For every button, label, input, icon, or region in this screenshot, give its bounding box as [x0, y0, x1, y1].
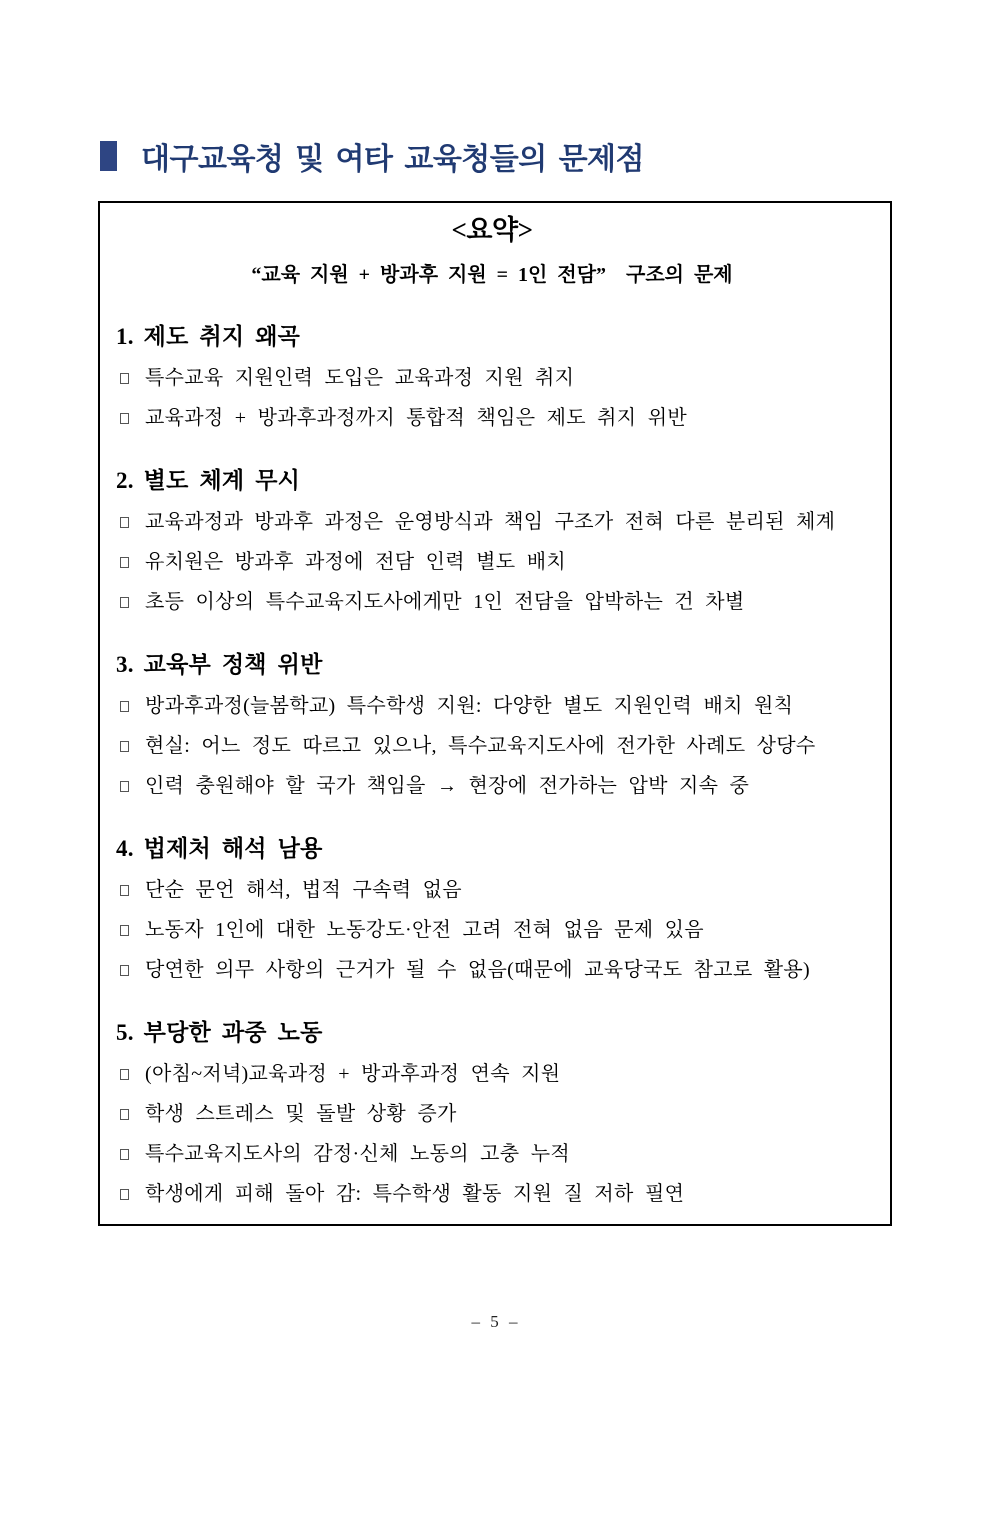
list-item: [116, 773, 868, 800]
list-item: [116, 1101, 868, 1128]
square-bullet-icon: [120, 925, 129, 936]
list-item-text: 현실: 어느 정도 따르고 있으나, 특수교육지도사에 전가한 사례도 상당수: [145, 735, 816, 757]
square-bullet-icon: [120, 741, 129, 752]
list-item: [116, 917, 868, 944]
list-item-text: 학생 스트레스 및 돌발 상황 증가: [145, 1103, 457, 1125]
section-title: 교육부 정책 위반: [143, 652, 323, 677]
list-item-text: 당연한 의무 사항의 근거가 될 수 없음(때문에 교육당국도 참고로 활용): [145, 959, 810, 981]
document-page: [0, 134, 992, 1537]
square-bullet-icon: [120, 517, 129, 528]
section-5: [116, 1017, 868, 1208]
section-number: 3.: [116, 652, 134, 677]
list-item: [116, 1181, 868, 1208]
square-bullet-icon: [120, 1069, 129, 1080]
section-2: [116, 465, 868, 616]
square-bullet-icon: [120, 597, 129, 608]
list-item-text: 학생에게 피해 돌아 감: 특수학생 활동 지원 질 저하 필연: [145, 1183, 685, 1205]
square-bullet-icon: [120, 373, 129, 384]
square-bullet-icon: [120, 1149, 129, 1160]
square-bullet-icon: [120, 1189, 129, 1200]
list-item: [116, 1141, 868, 1168]
list-item: [116, 877, 868, 904]
page-title: 대구교육청 및 여타 교육청들의 문제점: [141, 143, 645, 176]
list-item-text: 특수교육 지원인력 도입은 교육과정 지원 취지: [145, 367, 575, 389]
section-3: [116, 649, 868, 800]
section-title-row: [100, 134, 992, 178]
summary-subtitle: “교육 지원 + 방과후 지원 = 1인 전담” 구조의 문제: [251, 264, 733, 286]
list-item: [116, 509, 868, 536]
section-title: 별도 체계 무시: [143, 468, 301, 493]
list-item-text: 노동자 1인에 대한 노동강도·안전 고려 전혀 없음 문제 있음: [145, 919, 704, 941]
summary-heading: <요약>: [451, 215, 533, 245]
section-title: 부당한 과중 노동: [143, 1020, 323, 1045]
list-item-text: 교육과정 + 방과후과정까지 통합적 책임은 제도 취지 위반: [145, 407, 687, 429]
list-item: [116, 589, 868, 616]
list-item: [116, 365, 868, 392]
list-item-text: 인력 충원해야 할 국가 책임을 → 현장에 전가하는 압박 지속 중: [145, 775, 750, 797]
list-item: [116, 957, 868, 984]
list-item: [116, 1061, 868, 1088]
square-bullet-icon: [120, 965, 129, 976]
list-item: [116, 693, 868, 720]
list-item-text: 유치원은 방과후 과정에 전담 인력 별도 배치: [145, 551, 566, 573]
list-item-text: 단순 문언 해석, 법적 구속력 없음: [145, 879, 462, 901]
section-heading: [116, 1017, 868, 1048]
section-4: [116, 833, 868, 984]
list-item: [116, 405, 868, 432]
page-number: – 5 –: [471, 1312, 521, 1331]
section-heading: [116, 649, 868, 680]
section-number: 5.: [116, 1020, 134, 1045]
list-item-text: 교육과정과 방과후 과정은 운영방식과 책임 구조가 전혀 다른 분리된 체계: [145, 511, 836, 533]
square-bullet-icon: [120, 781, 129, 792]
section-number: 1.: [116, 324, 134, 349]
list-item-text: 특수교육지도사의 감정·신체 노동의 고충 누적: [145, 1143, 570, 1165]
section-heading: [116, 321, 868, 352]
list-item: [116, 733, 868, 760]
list-item-text: 방과후과정(늘봄학교) 특수학생 지원: 다양한 별도 지원인력 배치 원칙: [145, 695, 794, 717]
section-number: 4.: [116, 836, 134, 861]
list-item-text: 초등 이상의 특수교육지도사에게만 1인 전담을 압박하는 건 차별: [145, 591, 745, 613]
summary-box: [98, 201, 892, 1226]
section-title: 제도 취지 왜곡: [143, 324, 301, 349]
title-marker-icon: [100, 141, 117, 171]
square-bullet-icon: [120, 885, 129, 896]
list-item: [116, 549, 868, 576]
section-number: 2.: [116, 468, 134, 493]
section-1: [116, 321, 868, 432]
section-heading: [116, 833, 868, 864]
square-bullet-icon: [120, 413, 129, 424]
square-bullet-icon: [120, 1109, 129, 1120]
section-heading: [116, 465, 868, 496]
square-bullet-icon: [120, 557, 129, 568]
square-bullet-icon: [120, 701, 129, 712]
list-item-text: (아침~저녁)교육과정 + 방과후과정 연속 지원: [145, 1063, 561, 1085]
section-title: 법제처 해석 남용: [143, 836, 323, 861]
